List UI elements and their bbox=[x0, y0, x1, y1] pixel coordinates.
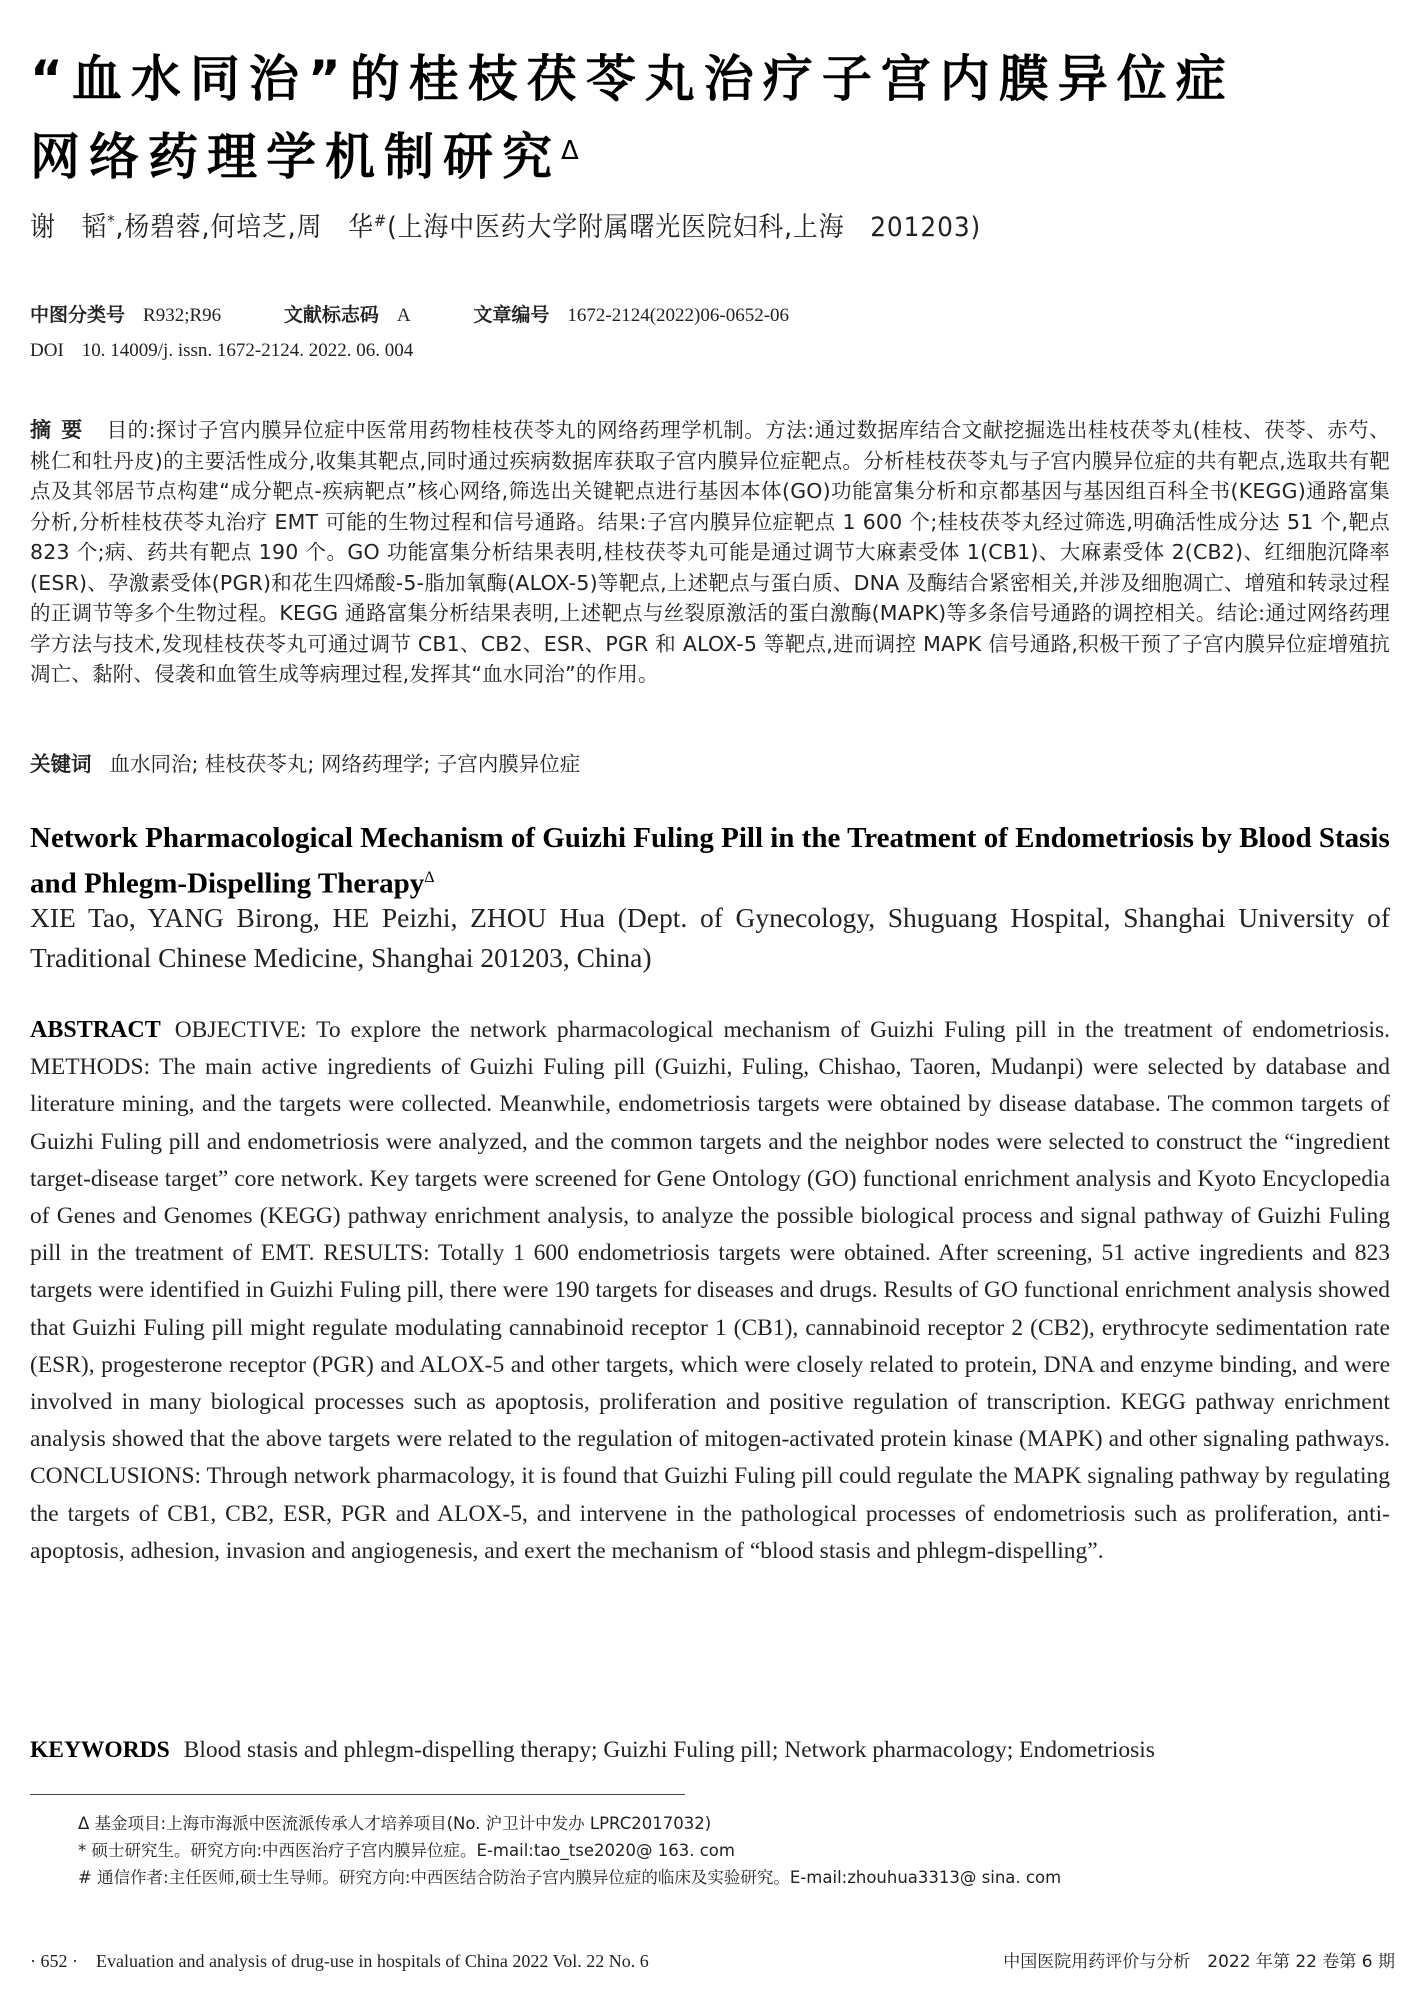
english-abstract-text: OBJECTIVE: To explore the network pharmacological mechanism of Guizhi Fuling pill in the treatment of endometriosis. METHODS: The main active ingredients of Guizhi Fuling pill (Guizhi, Fuling, Chishao, Taoren, Mudanpi) were selected by database and literature mining, and the targets were collected. Meanwhile, endometriosis targets were obtained by disease database. The common targets of Guizhi Fuling pill and endometriosis were analyzed, and the common targets and the neighbor nodes were selected to construct the “ingredient target-disease target” core network. Key targets were screened for Gene Ontology (GO) functional enrichment analysis and Kyoto Encyclopedia of Genes and Genomes (KEGG) pathway enrichment analysis, to analyze the possible biological process and signal pathway of Guizhi Fuling pill in the treatment of EMT. RESULTS: Totally 1 600 endometriosis targets were obtained. After screening, 51 active ingredients and 823 targets were identified in Guizhi Fuling pill, there were 190 targets for diseases and drugs. Results of GO functional enrichment analysis showed that Guizhi Fuling pill might regulate modulating cannabinoid receptor 1 (CB1), cannabinoid receptor 2 (CB2), erythrocyte sedimentation rate (ESR), progesterone receptor (PGR) and ALOX-5 and other targets, which were closely related to protein, DNA and enzyme binding, and were involved in many biological processes such as apoptosis, proliferation and positive regulation of transcription. KEGG pathway enrichment analysis showed that the above targets were related to the regulation of mitogen-activated protein kinase (MAPK) and other signaling pathways. CONCLUSIONS: Through network pharmacology, it is found that Guizhi Fuling pill could regulate the MAPK signaling pathway by regulating the targets of CB1, CB2, ESR, PGR and ALOX-5, and intervene in the pathological processes of endometriosis such as proliferation, anti-apoptosis, adhesion, invasion and angiogenesis, and exert the mechanism of “blood stasis and phlegm-dispelling”. bbox=[30, 1017, 1390, 1564]
affiliation: (上海中医药大学附属曙光医院妇科,上海 201203) bbox=[387, 212, 982, 243]
footer-journal-chinese: 中国医院用药评价与分析 2022 年第 22 卷第 6 期 bbox=[1003, 1952, 1395, 1972]
chinese-title-line1: “血水同治”的桂枝茯苓丸治疗子宫内膜异位症 bbox=[30, 50, 1235, 108]
footnote-funding: Δ 基金项目:上海市海派中医流派传承人才培养项目(No. 沪卫计中发办 LPRC2017032) bbox=[78, 1814, 712, 1833]
doi-label: DOI bbox=[30, 340, 64, 361]
article-no-label: 文章编号 bbox=[473, 304, 550, 326]
chinese-title-line2-text: 网络药理学机制研究 bbox=[30, 128, 561, 186]
chinese-abstract-text: 目的:探讨子宫内膜异位症中医常用药物桂枝茯苓丸的网络药理学机制。方法:通过数据库结合文献挖掘选出桂枝茯苓丸(桂枝、茯苓、赤芍、桃仁和牡丹皮)的主要活性成分,收集其靶点,同时通过疾病数据库获取子宫内膜异位症靶点。分析桂枝茯苓丸与子宫内膜异位症的共有靶点,选取共有靶点及其邻居节点构建“成分靶点-疾病靶点”核心网络,筛选出关键靶点进行基因本体(GO)功能富集分析和京都基因与基因组百科全书(KEGG)通路富集分析,分析桂枝茯苓丸治疗 EMT 可能的生物过程和信号通路。结果:子宫内膜异位症靶点 1 600 个;桂枝茯苓丸经过筛选,明确活性成分达 51 个,靶点 823 个;病、药共有靶点 190 个。GO 功能富集分析结果表明,桂枝茯苓丸可能是通过调节大麻素受体 1(CB1)、大麻素受体 2(CB2)、红细胞沉降率(ESR)、孕激素受体(PGR)和花生四烯酸-5-脂加氧酶(ALOX-5)等靶点,上述靶点与蛋白质、DNA 及酶结合紧密相关,并涉及细胞凋亡、增殖和转录过程的正调节等多个生物过程。KEGG 通路富集分析结果表明,上述靶点与丝裂原激活的蛋白激酶(MAPK)等多条信号通路的调控相关。结论:通过网络药理学方法与技术,发现桂枝茯苓丸可通过调节 CB1、CB2、ESR、PGR 和 ALOX-5 等靶点,进而调控 MAPK 信号通路,积极干预了子宫内膜异位症增殖抗凋亡、黏附、侵袭和血管生成等病理过程,发挥其“血水同治”的作用。 bbox=[30, 418, 1390, 686]
english-abstract-label: ABSTRACT bbox=[30, 1017, 161, 1043]
footnote-divider bbox=[30, 1794, 685, 1795]
chinese-abstract bbox=[30, 415, 1390, 690]
chinese-keywords-label: 关键词 bbox=[30, 752, 92, 776]
chinese-title bbox=[30, 40, 1390, 196]
english-funding-mark: Δ bbox=[424, 869, 435, 886]
chinese-keywords bbox=[30, 747, 580, 777]
doi-value[interactable]: 10. 14009/j. issn. 1672-2124. 2022. 06. 004 bbox=[81, 340, 414, 361]
chinese-authors bbox=[30, 205, 981, 244]
footer-journal-english: · 652 · Evaluation and analysis of drug-use in hospitals of China 2022 Vol. 22 No. 6 bbox=[30, 1951, 649, 1971]
clc-label: 中图分类号 bbox=[30, 304, 126, 326]
first-author: 谢 韬 bbox=[30, 212, 108, 243]
article-no-value: 1672-2124(2022)06-0652-06 bbox=[567, 305, 790, 326]
corresponding-author-mark: # bbox=[373, 211, 388, 230]
english-keywords bbox=[30, 1737, 1390, 1764]
first-author-mark: * bbox=[107, 211, 116, 230]
english-title-text: Network Pharmacological Mechanism of Guizhi Fuling Pill in the Treatment of Endometriosis by Blood Stasis and Phlegm-Dispelling Therapy bbox=[30, 822, 1390, 900]
other-authors: ,杨碧蓉,何培芝,周 华 bbox=[115, 212, 374, 243]
chinese-keywords-text: 血水同治; 桂枝茯苓丸; 网络药理学; 子宫内膜异位症 bbox=[109, 752, 581, 776]
footnote-first-author: * 硕士研究生。研究方向:中西医治疗子宫内膜异位症。E-mail:tao_tse2020@ 163. com bbox=[78, 1841, 735, 1860]
doc-code-label: 文献标志码 bbox=[283, 304, 379, 326]
doi-row bbox=[30, 340, 413, 362]
english-keywords-text: Blood stasis and phlegm-dispelling therapy; Guizhi Fuling pill; Network pharmacology; Endometriosis bbox=[183, 1737, 1155, 1763]
chinese-title-line2 bbox=[30, 118, 1390, 196]
english-keywords-label: KEYWORDS bbox=[30, 1737, 170, 1763]
english-title bbox=[30, 818, 1390, 904]
english-authors: XIE Tao, YANG Birong, HE Peizhi, ZHOU Hua (Dept. of Gynecology, Shuguang Hospital, Shanghai University of Traditional Chinese Medicine, Shanghai 201203, China) bbox=[30, 902, 1390, 973]
english-abstract bbox=[30, 1012, 1390, 1570]
doc-code-value: A bbox=[396, 305, 411, 326]
chinese-abstract-label: 摘要 bbox=[30, 418, 93, 442]
funding-mark: Δ bbox=[561, 136, 579, 166]
footnote-corresponding-author: # 通信作者:主任医师,硕士生导师。研究方向:中西医结合防治子宫内膜异位症的临床及实验研究。E-mail:zhouhua3313@ sina. com bbox=[78, 1868, 1062, 1887]
clc-value: R932;R96 bbox=[143, 305, 222, 326]
footnotes bbox=[78, 1810, 1061, 1891]
classification-row bbox=[30, 300, 789, 327]
